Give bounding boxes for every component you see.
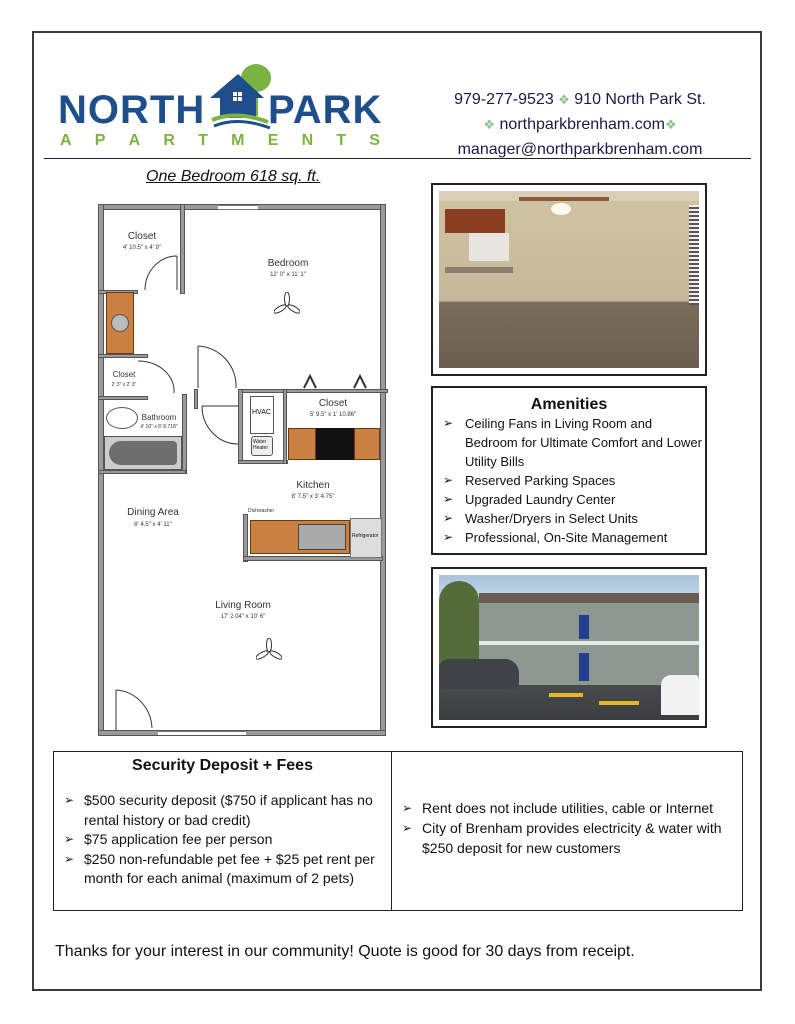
parking-curb — [599, 701, 639, 705]
bathtub-basin — [109, 441, 177, 465]
room-label-kitchen: Kitchen — [296, 480, 330, 491]
hvac-unit — [250, 396, 274, 434]
arrow-bullet-icon: ➢ — [443, 530, 454, 544]
arrow-bullet-icon: ➢ — [443, 416, 454, 430]
tagline-letter: A — [128, 132, 141, 149]
water-heater — [251, 436, 273, 456]
tagline-letter: T — [336, 132, 347, 149]
list-item — [54, 850, 391, 889]
door-swing-icon — [143, 254, 179, 292]
room-dims: 8' 4.5" x 4' 11" — [134, 522, 172, 528]
room-dims: 2' 3" x 2' 3" — [111, 382, 137, 388]
footer-message: Thanks for your interest in our community! Quote is good for 30 days from receipt. — [55, 943, 635, 960]
balcony-rail — [479, 641, 699, 645]
list-item — [433, 509, 705, 528]
parked-car — [661, 675, 699, 715]
arrow-bullet-icon: ➢ — [64, 851, 75, 866]
amenity-text: Upgraded Laundry Center — [465, 492, 616, 507]
pass-through-window — [469, 233, 509, 261]
room-label-living-room: Living Room — [215, 600, 271, 611]
street-address: 910 North Park St. — [574, 91, 706, 108]
amenities-box — [431, 386, 707, 555]
refrigerator-label: Refrigerator — [352, 533, 379, 539]
diamond-separator-icon: ❖ — [483, 117, 496, 132]
amenities-title: Amenities — [530, 396, 608, 413]
list-item — [54, 791, 391, 830]
room-label-bedroom: Bedroom — [267, 258, 309, 269]
room-dims: 5' 9.5" x 1' 10.86" — [309, 412, 357, 418]
tagline-letter: N — [301, 132, 314, 149]
exterior-photo-frame — [431, 567, 707, 728]
list-item — [54, 830, 391, 850]
logo-tagline — [60, 132, 380, 150]
bifold-door-icon — [302, 374, 376, 390]
amenity-text: Reserved Parking Spaces — [465, 473, 616, 488]
entry-door-swing-icon — [112, 688, 154, 730]
ceiling-fan-light — [551, 203, 571, 215]
tagline-letter: R — [163, 132, 175, 149]
door-swing-icon — [136, 359, 176, 394]
north-park-logo — [58, 62, 388, 157]
tagline-letter: E — [267, 132, 279, 149]
utility-text: City of Brenham provides electricity & water with $250 deposit for new customers — [422, 820, 722, 856]
house-tree-logo-icon — [206, 62, 276, 132]
utility-text: Rent does not include utilities, cable or Internet — [422, 800, 714, 816]
room-label-closet: Closet — [112, 370, 136, 379]
fees-right-cell — [392, 752, 742, 910]
room-label-bathroom: Bathroom — [141, 413, 177, 422]
fees-table — [53, 751, 743, 911]
arrow-bullet-icon: ➢ — [64, 832, 75, 846]
contact-block — [430, 87, 730, 162]
tagline-letter: A — [60, 132, 72, 149]
website-link[interactable]: northparkbrenham.com — [499, 116, 665, 133]
logo-word-north: NORTH — [58, 88, 206, 132]
pass-through-ledge — [445, 267, 513, 273]
door-swing-icon — [200, 404, 240, 446]
room-dims: 12' 0" x 11' 1" — [270, 272, 306, 278]
amenity-text: Ceiling Fans in Living Room and Bedroom for Ultimate Comfort and Lower Utility Bills — [465, 416, 702, 469]
arrow-bullet-icon: ➢ — [402, 821, 413, 835]
room-label-dining-area: Dining Area — [127, 507, 179, 518]
floor-plan-title: One Bedroom 618 sq. ft. — [146, 168, 321, 185]
arrow-bullet-icon: ➢ — [443, 473, 454, 487]
tagline-letter: M — [231, 132, 245, 149]
room-label-closet: Closet — [318, 398, 348, 409]
arrow-bullet-icon: ➢ — [64, 793, 75, 807]
tagline-letter: P — [94, 132, 106, 149]
kitchen-cabinet — [354, 428, 380, 460]
ceiling-fan-icon — [274, 292, 300, 316]
wall — [98, 470, 186, 474]
fee-text: $500 security deposit ($750 if applicant has no rental history or bad credit) — [84, 792, 373, 828]
utilities-list — [392, 798, 742, 858]
fee-text: $250 non-refundable pet fee + $25 pet rent per month for each animal (maximum of 2 pets) — [84, 850, 375, 886]
blue-door — [579, 615, 589, 639]
sink-icon — [111, 314, 129, 332]
water-heater-label: Water Heater — [253, 439, 269, 451]
room-dims: 8' 7.5" x 3' 4.75" — [291, 494, 335, 500]
parking-curb — [549, 693, 583, 697]
list-item — [392, 818, 742, 858]
wall — [98, 354, 148, 358]
refrigerator — [350, 518, 382, 558]
wall — [380, 204, 386, 736]
fees-list — [54, 791, 391, 889]
wall — [238, 460, 288, 464]
wall — [182, 394, 187, 474]
phone-number[interactable]: 979-277-9523 — [454, 91, 554, 108]
wall — [180, 204, 185, 294]
email-link[interactable]: manager@northparkbrenham.com — [457, 141, 703, 158]
arrow-bullet-icon: ➢ — [443, 511, 454, 525]
room-dims: 4' 10.5" x 4' 9" — [123, 245, 161, 251]
window — [218, 205, 258, 210]
bathtub — [104, 436, 182, 470]
roof — [479, 593, 699, 603]
building-exterior-photo — [439, 575, 699, 720]
room-label-closet: Closet — [127, 231, 157, 242]
window — [158, 731, 246, 735]
list-item — [433, 414, 705, 471]
ceiling-fan-blades — [519, 197, 609, 201]
fees-title: Security Deposit + Fees — [132, 757, 313, 774]
list-item — [433, 471, 705, 490]
amenity-text: Washer/Dryers in Select Units — [465, 511, 638, 526]
room-dims: 4' 10" x 8' 8.718" — [140, 424, 178, 430]
amenities-list — [433, 414, 705, 547]
door-swing-icon — [196, 344, 240, 389]
dishwasher-label: Dishwasher — [248, 508, 275, 514]
parked-car — [439, 659, 519, 689]
fees-left-cell — [54, 752, 392, 910]
ceiling-fan-icon — [256, 638, 282, 662]
double-sink-icon — [298, 524, 346, 550]
blue-door — [579, 653, 589, 681]
dining-room-photo — [439, 191, 699, 368]
arrow-bullet-icon: ➢ — [443, 492, 454, 506]
header-divider — [44, 158, 751, 159]
tagline-letter: S — [369, 132, 380, 149]
interior-photo-frame — [431, 183, 707, 376]
pass-through-cabinet — [445, 209, 505, 233]
kitchen-cabinet — [288, 428, 316, 460]
tagline-letter: T — [198, 132, 208, 149]
diamond-separator-icon: ❖ — [664, 117, 677, 132]
floor-plan-diagram — [98, 204, 386, 736]
hvac-label: HVAC — [252, 409, 271, 416]
wall — [243, 514, 248, 562]
list-item — [433, 490, 705, 509]
wall — [98, 396, 148, 400]
logo-word-park: PARK — [268, 88, 383, 132]
window-blinds — [689, 205, 699, 305]
stove-cooktop-icon — [316, 428, 354, 460]
diamond-separator-icon: ❖ — [558, 92, 570, 107]
arrow-bullet-icon: ➢ — [402, 801, 413, 815]
amenity-text: Professional, On-Site Management — [465, 530, 668, 545]
wall — [194, 389, 198, 409]
room-dims: 17' 2.04" x 10' 6" — [220, 614, 266, 620]
list-item — [433, 528, 705, 547]
wall — [283, 389, 287, 464]
fee-text: $75 application fee per person — [84, 831, 273, 847]
list-item — [392, 798, 742, 818]
